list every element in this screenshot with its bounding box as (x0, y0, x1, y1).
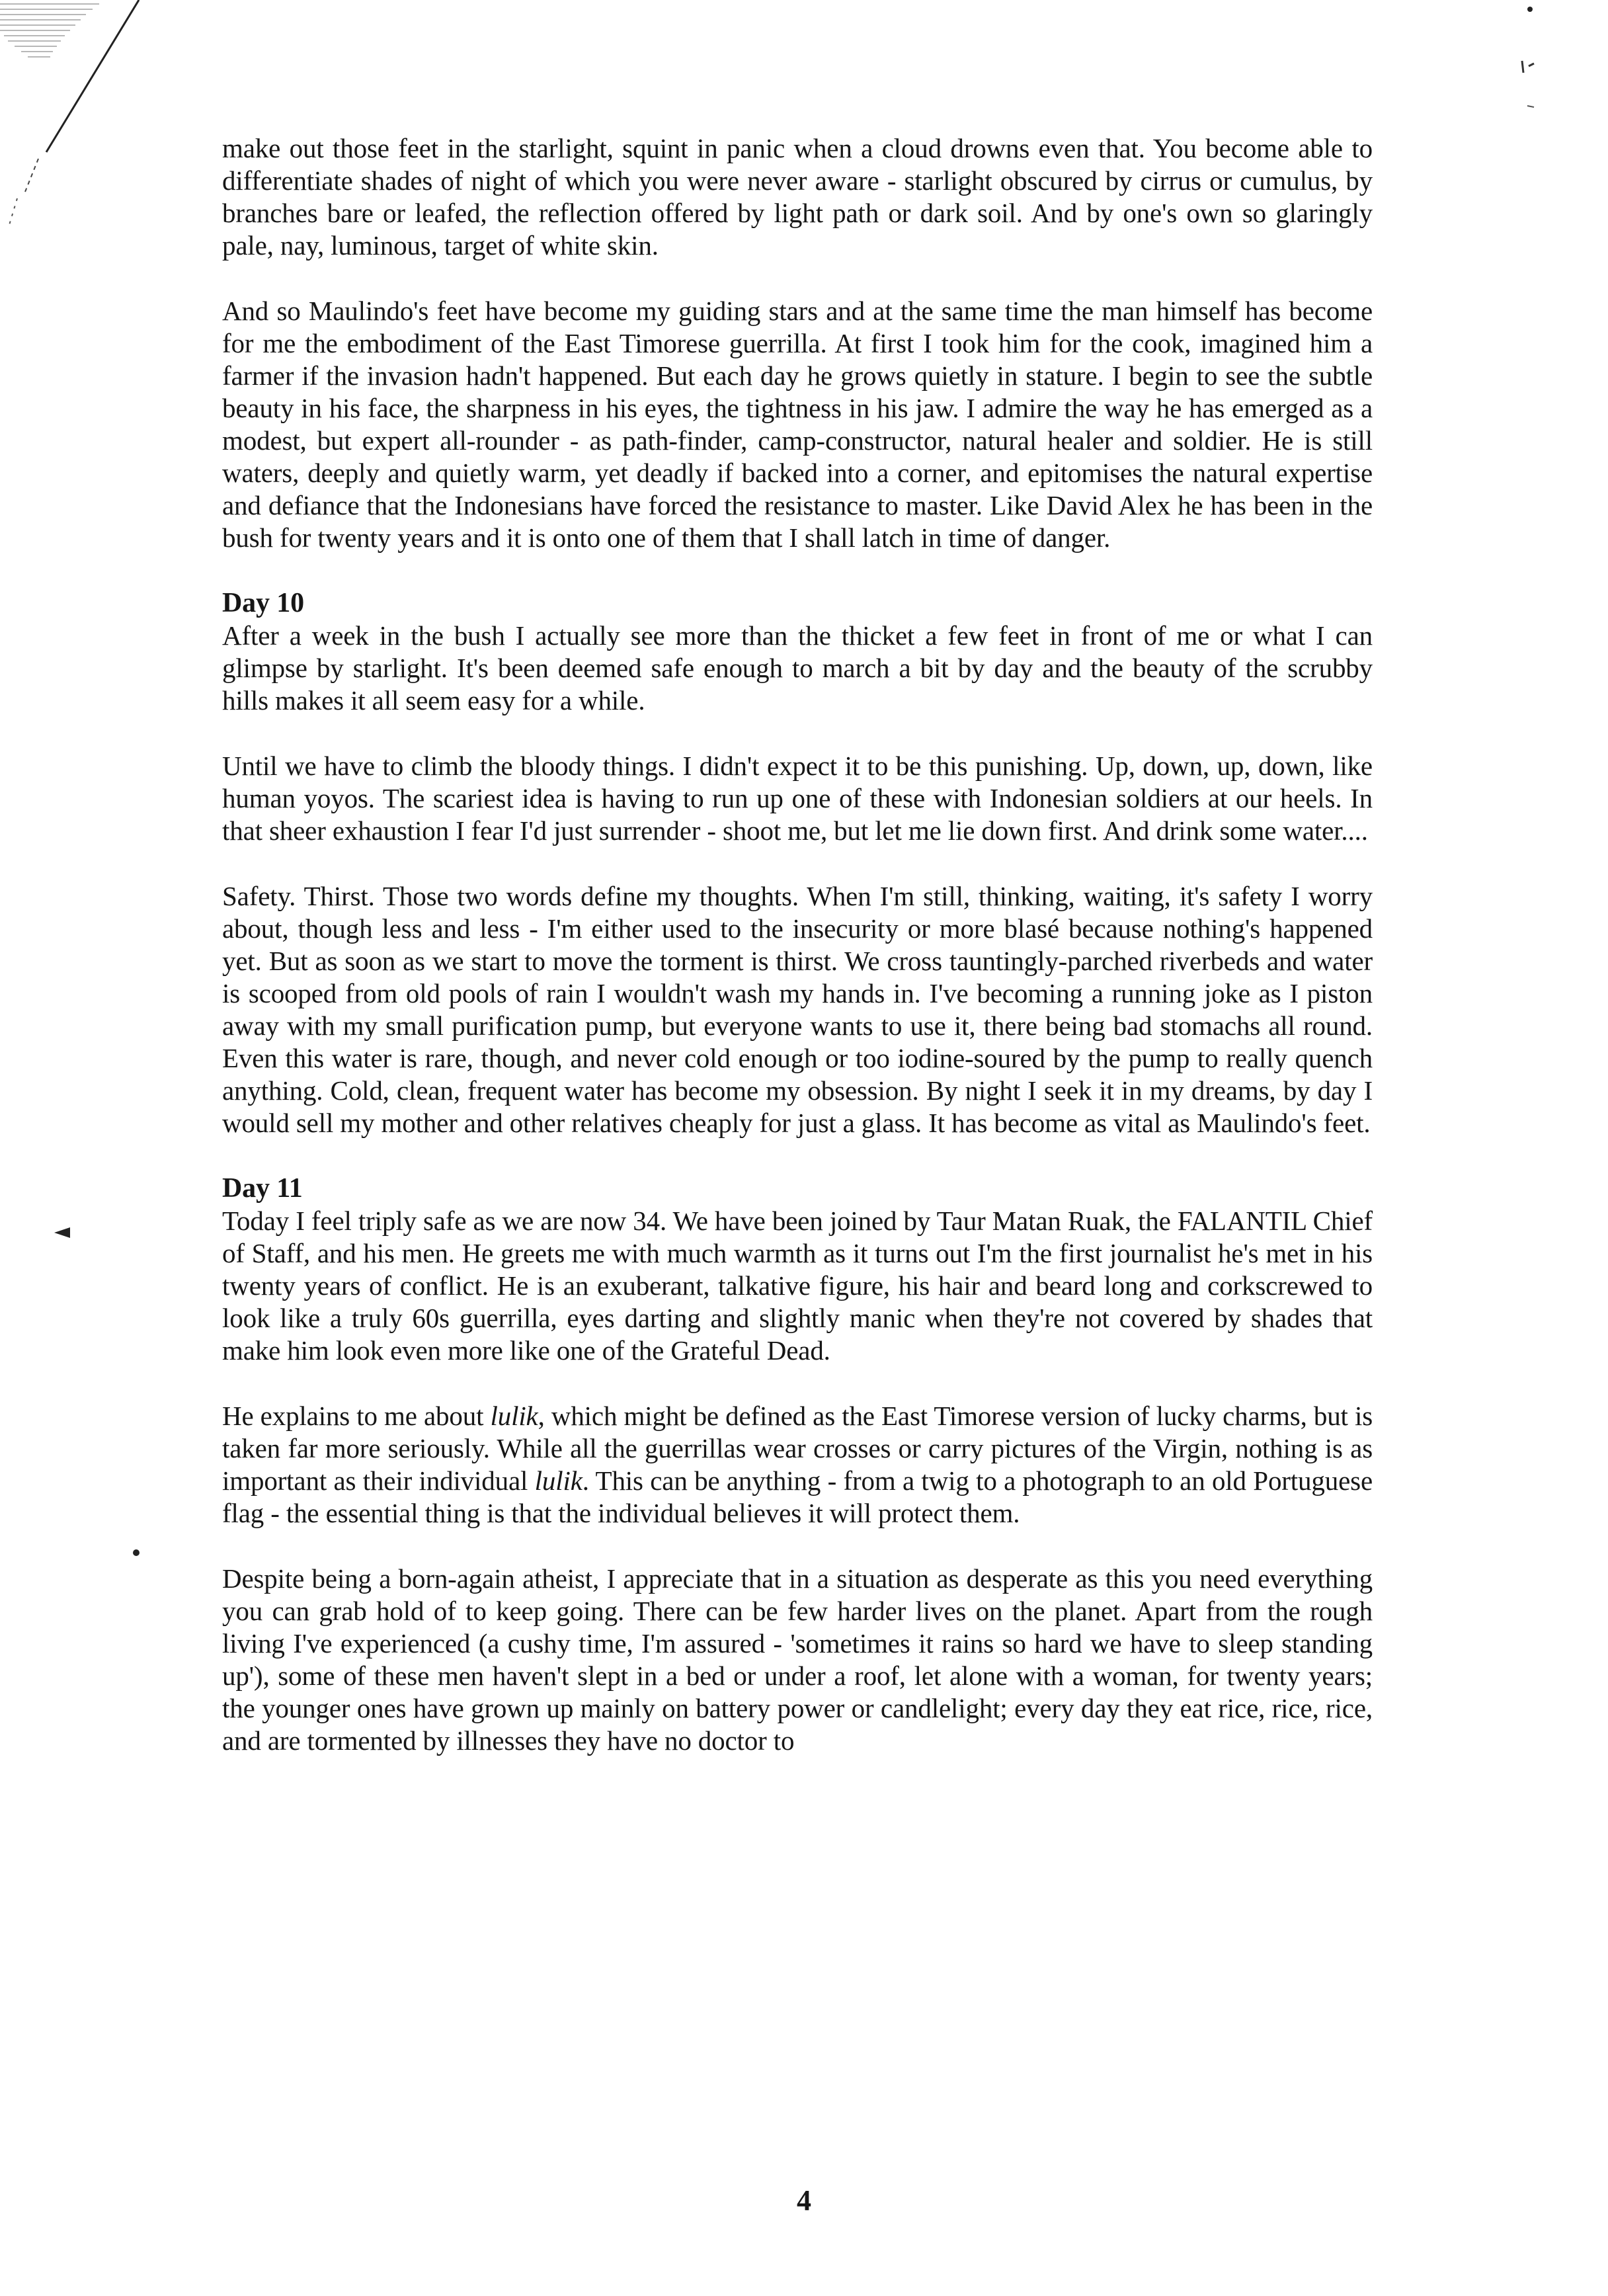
italic-term: lulik (490, 1401, 538, 1431)
section-heading-day-11: Day 11 (222, 1173, 303, 1204)
italic-term: lulik (534, 1465, 583, 1496)
left-margin-arrow-mark (53, 1223, 79, 1243)
document-body (222, 132, 1373, 1757)
body-paragraph-lulik (222, 1400, 1373, 1530)
page-number: 4 (797, 2184, 811, 2217)
body-paragraph: Despite being a born-again atheist, I appreciate that in a situation as desperate as this you need everything you can grab hold of to keep going. There can be few harder lives on the planet. Apart from the rough living I've experienced (a cushy time, I'm assured - 'sometimes it rains so hard we have to sleep standing up'), some of these men haven't slept in a bed or under a roof, let alone with a woman, for twenty years; the younger ones have grown up mainly on battery power or candlelight; every day they eat rice, rice, rice, and are tormented by illnesses they have no doctor to (222, 1563, 1373, 1756)
body-paragraph: After a week in the bush I actually see more than the thicket a few feet in front of me or what I can glimpse by starlight. It's been deemed safe enough to march a bit by day and the beauty of the scrubby hills makes it all seem easy for a while. (222, 620, 1373, 716)
section-heading-day-10: Day 10 (222, 588, 304, 618)
text-run: . This can be anything - from a twig to a photograph to an old Portuguese flag - the essential thing is that the individual believes it will protect them. (222, 1465, 1373, 1528)
body-paragraph: Until we have to climb the bloody things. I didn't expect it to be this punishing. Up, down, up, down, like human yoyos. The scariest idea is having to run up one of these with Indonesian soldiers at our heels. In that sheer exhaustion I fear I'd just surrender - shoot me, but let me lie down first. And drink some water.... (222, 751, 1373, 846)
body-paragraph: Today I feel triply safe as we are now 34. We have been joined by Taur Matan Ruak, the FALANTIL Chief of Staff, and his men. He greets me with much warmth as it turns out I'm the first journalist he's met in his twenty years of conflict. He is an exuberant, talkative figure, his hair and beard long and corkscrewed to look like a truly 60s guerrilla, eyes darting and slightly manic when they're not covered by shades that make him look even more like one of the Grateful Dead. (222, 1206, 1373, 1366)
text-run: He explains to me about (222, 1401, 491, 1431)
body-paragraph: Safety. Thirst. Those two words define my thoughts. When I'm still, thinking, waiting, it's safety I worry about, though less and less - I'm either used to the insecurity or more blasé because nothing's happened yet. But as soon as we start to move the torment is thirst. We cross tauntingly-parched riverbeds and water is scooped from old pools of rain I wouldn't wash my hands in. I've becoming a running joke as I piston away with my small purification pump, but everyone wants to use it, there being bad stomachs all round. Even this water is rare, though, and never cold enough or too iodine-soured by the pump to really quench anything. Cold, clean, frequent water has become my obsession. By night I seek it in my dreams, by day I would sell my mother and other relatives cheaply for just a glass. It has become as vital as Maulindo's feet. (222, 881, 1373, 1138)
margin-speck-marks (1508, 0, 1547, 119)
scan-corner-artefact (0, 0, 159, 238)
body-paragraph: make out those feet in the starlight, squint in panic when a cloud drowns even that. You become able to differentiate shades of night of which you were never aware - starlight obscured by cirrus or cumulus, by branches bare or leafed, the reflection offered by light path or dark soil. And by one's own so glaringly pale, nay, luminous, target of white skin. (222, 133, 1373, 261)
left-margin-dot-mark (130, 1546, 143, 1559)
text-run: , which might be defined as the East Timorese version of lucky charms, but is taken far more seriously. While all the guerrillas wear crosses or carry pictures of the Virgin, nothing is as important as their individual (222, 1401, 1373, 1496)
body-paragraph: And so Maulindo's feet have become my guiding stars and at the same time the man himself has become for me the embodiment of the East Timorese guerrilla. At first I took him for the cook, imagined him a farmer if the invasion hadn't happened. But each day he grows quietly in stature. I begin to see the subtle beauty in his face, the sharpness in his eyes, the tightness in his jaw. I admire the way he has emerged as a modest, but expert all-rounder - as path-finder, camp-constructor, natural healer and soldier. He is still waters, deeply and quietly warm, yet deadly if backed into a corner, and epitomises the natural expertise and defiance that the Indonesians have forced the resistance to master. Like David Alex he has been in the bush for twenty years and it is onto one of them that I shall latch in time of danger. (222, 296, 1373, 553)
